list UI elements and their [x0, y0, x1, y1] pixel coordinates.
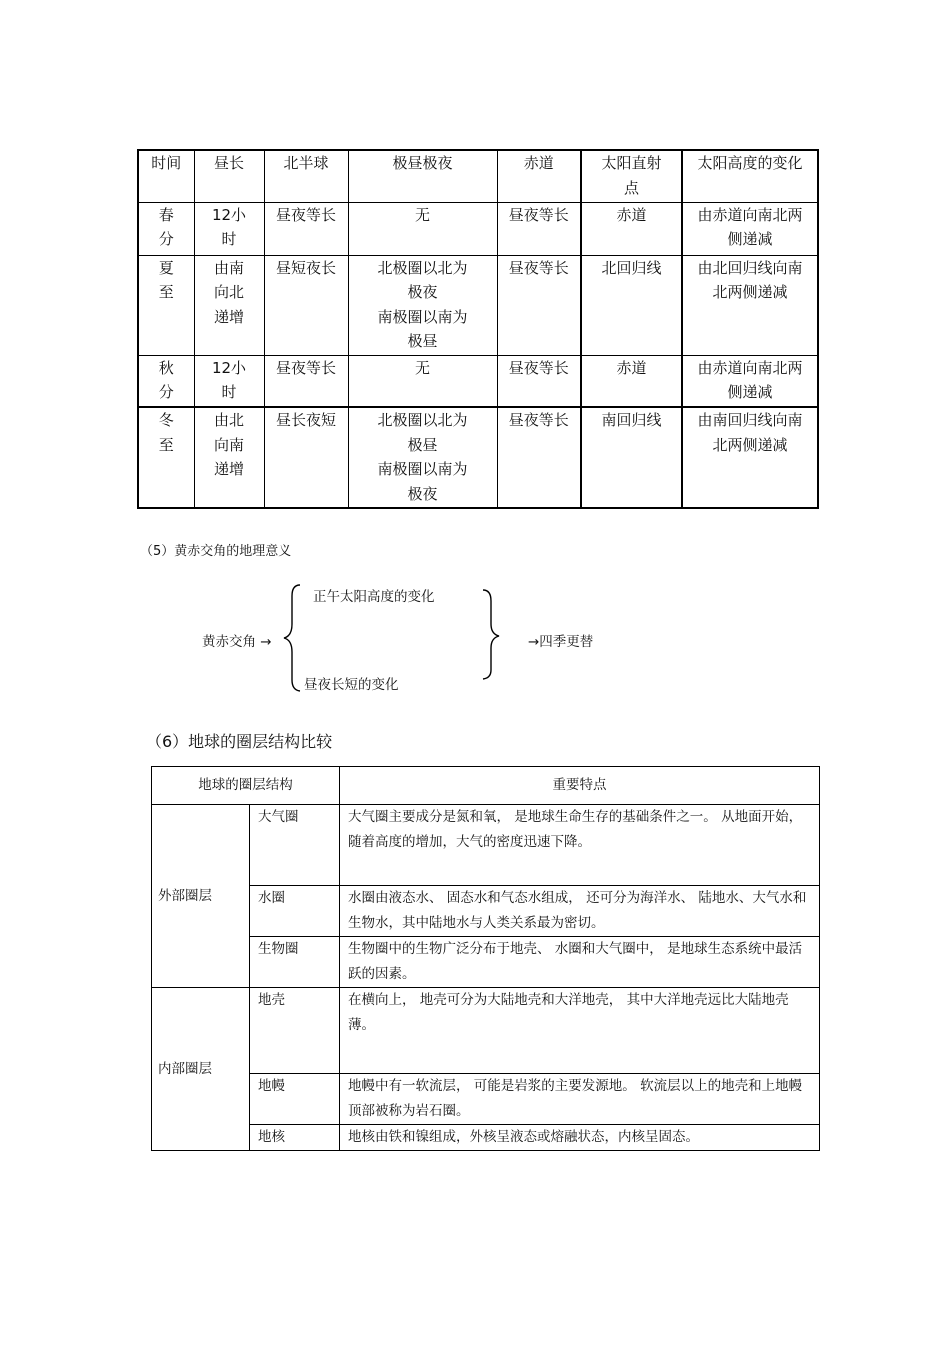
- header-cell: 太阳直射点: [581, 150, 682, 202]
- cell-day-length: 12小时: [194, 355, 264, 407]
- right-brace: [483, 590, 499, 679]
- cell-altitude: 由赤道向南北两侧递减: [682, 355, 818, 407]
- cell-direct-point: 赤道: [581, 202, 682, 255]
- cell-equator: 昼夜等长: [497, 355, 581, 407]
- layer-desc: 生物圈中的生物广泛分布于地壳、 水圈和大气圈中， 是地球生态系统中最活跃的因素。: [340, 937, 820, 988]
- cell-altitude: 由北回归线向南北两侧递减: [682, 255, 818, 355]
- table-row: [152, 805, 820, 886]
- layer-desc: 地核由铁和镍组成，外核呈液态或熔融状态，内核呈固态。: [340, 1125, 820, 1151]
- header-cell: 地球的圈层结构: [152, 767, 340, 805]
- layer-name: 地核: [250, 1125, 340, 1151]
- cell-altitude: 由赤道向南北两侧递减: [682, 202, 818, 255]
- cell-time: 春分: [138, 202, 194, 255]
- section-6-heading: （6）地球的圈层结构比较: [146, 732, 333, 751]
- table-row: [152, 1125, 820, 1151]
- table-row: [152, 988, 820, 1074]
- layer-desc: 大气圈主要成分是氮和氧， 是地球生命生存的基础条件之一。 从地面开始，随着高度的增加，大气的密度迅速下降。: [340, 805, 820, 886]
- cell-day-length: 由南向北递增: [194, 255, 264, 355]
- cell-direct-point: 赤道: [581, 355, 682, 407]
- header-cell: 北半球: [264, 150, 348, 202]
- cell-altitude: 由南回归线向南北两侧递减: [682, 407, 818, 508]
- left-brace: [284, 585, 300, 691]
- cell-time: 冬至: [138, 407, 194, 508]
- layer-name: 大气圈: [250, 805, 340, 886]
- layer-name: 地壳: [250, 988, 340, 1074]
- polar-line: 北极圈以北为极夜: [377, 258, 468, 301]
- group-inner: 内部圈层: [152, 988, 250, 1151]
- polar-line: 无: [414, 358, 430, 377]
- cell-direct-point: 南回归线: [581, 407, 682, 508]
- group-outer: 外部圈层: [152, 805, 250, 988]
- layer-name: 水圈: [250, 886, 340, 937]
- cell-north: 昼夜等长: [264, 202, 348, 255]
- cell-equator: 昼夜等长: [497, 255, 581, 355]
- table-row: [152, 886, 820, 937]
- header-cell: 重要特点: [340, 767, 820, 805]
- diagram-cause-label: 黄赤交角 →: [202, 634, 272, 650]
- cell-time: 秋分: [138, 355, 194, 407]
- layer-desc: 地幔中有一软流层， 可能是岩浆的主要发源地。 软流层以上的地壳和上地幔顶部被称为岩石圈。: [340, 1074, 820, 1125]
- layer-name: 地幔: [250, 1074, 340, 1125]
- table-header-row: [152, 767, 820, 805]
- header-cell: 太阳高度的变化: [682, 150, 818, 202]
- layer-desc: 在横向上， 地壳可分为大陆地壳和大洋地壳， 其中大洋地壳远比大陆地壳薄。: [340, 988, 820, 1074]
- diagram-effect-top: 正午太阳高度的变化: [313, 589, 435, 605]
- cell-equator: 昼夜等长: [497, 202, 581, 255]
- polar-line: 南极圈以南为极夜: [377, 460, 468, 503]
- layer-name: 生物圈: [250, 937, 340, 988]
- layer-desc: 水圈由液态水、 固态水和气态水组成， 还可分为海洋水、 陆地水、大气水和生物水，其中陆地水与人类关系最为密切。: [340, 886, 820, 937]
- header-cell: 极昼极夜: [348, 150, 497, 202]
- cell-time: 夏至: [138, 255, 194, 355]
- cell-day-length: 12小时: [194, 202, 264, 255]
- polar-line: 北极圈以北为极昼: [377, 411, 468, 454]
- header-cell: 昼长: [194, 150, 264, 202]
- table-row: [152, 1074, 820, 1125]
- header-cell: 赤道: [497, 150, 581, 202]
- table-row: [152, 937, 820, 988]
- header-cell: 时间: [138, 150, 194, 202]
- polar-line: 南极圈以南为极昼: [377, 307, 468, 350]
- cell-day-length: 由北向南递增: [194, 407, 264, 508]
- earth-spheres-table: [151, 766, 820, 1151]
- cell-north: 昼短夜长: [264, 255, 348, 355]
- diagram-result: →四季更替: [528, 634, 594, 650]
- cell-direct-point: 北回归线: [581, 255, 682, 355]
- diagram-effect-bottom: 昼夜长短的变化: [304, 677, 399, 693]
- cell-north: 昼长夜短: [264, 407, 348, 508]
- cell-equator: 昼夜等长: [497, 407, 581, 508]
- section-5-heading: （5）黄赤交角的地理意义: [140, 544, 292, 559]
- cell-north: 昼夜等长: [264, 355, 348, 407]
- polar-line: 无: [414, 205, 430, 224]
